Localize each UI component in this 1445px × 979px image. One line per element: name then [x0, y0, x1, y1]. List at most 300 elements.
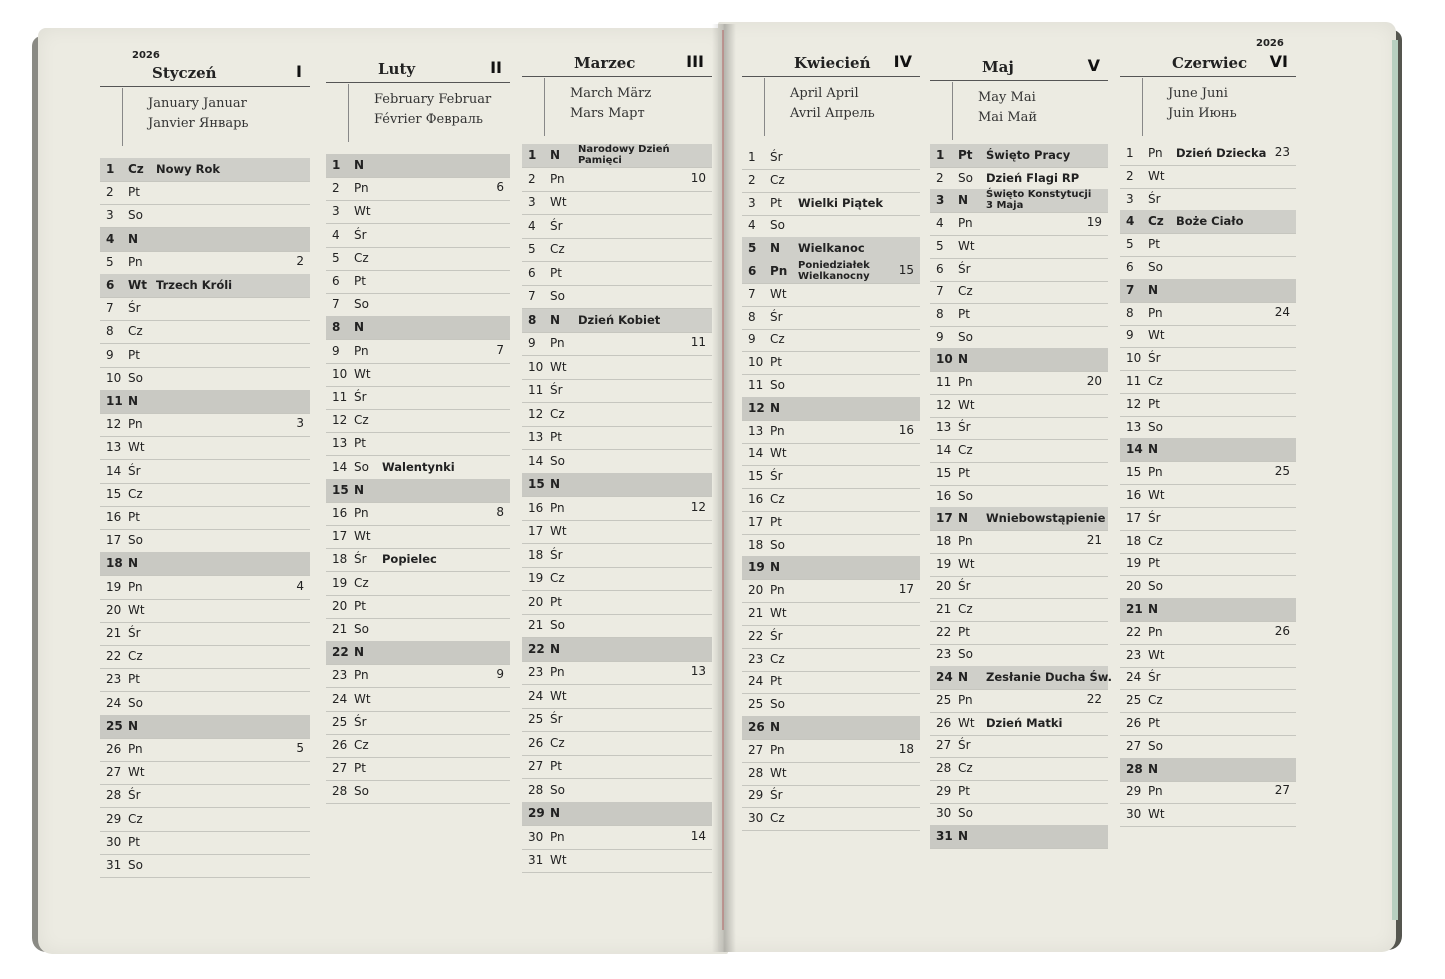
weekday-abbrev: Pt [770, 514, 782, 529]
day-row[interactable] [326, 479, 510, 503]
day-row[interactable] [930, 507, 1108, 531]
day-row[interactable] [742, 511, 920, 535]
day-row[interactable] [930, 689, 1108, 713]
day-row[interactable] [326, 572, 510, 596]
day-row[interactable] [100, 622, 310, 646]
day-number: 29 [106, 811, 122, 826]
day-number: 25 [936, 692, 952, 707]
day-row[interactable] [930, 394, 1108, 418]
day-row[interactable] [1120, 484, 1296, 508]
day-row[interactable] [100, 784, 310, 808]
day-number: 23 [936, 647, 952, 662]
day-row[interactable] [326, 525, 510, 549]
day-row[interactable] [930, 167, 1108, 191]
day-row[interactable] [1120, 279, 1296, 303]
day-row[interactable] [1120, 233, 1296, 257]
day-row[interactable] [1120, 210, 1296, 234]
day-row[interactable] [100, 529, 310, 553]
weekday-abbrev: So [1148, 579, 1163, 594]
holiday-label: Nowy Rok [156, 162, 221, 176]
translation-line: June Juni [1168, 86, 1228, 101]
day-row[interactable] [100, 738, 310, 762]
day-number: 25 [106, 718, 123, 733]
day-row[interactable] [930, 553, 1108, 577]
day-row[interactable] [100, 204, 310, 228]
day-row[interactable] [930, 643, 1108, 667]
day-row[interactable] [326, 595, 510, 619]
weekday-abbrev: Pn [1148, 305, 1163, 320]
day-row[interactable] [1120, 530, 1296, 554]
week-number: 9 [496, 667, 504, 682]
day-row[interactable] [1120, 552, 1296, 576]
day-row[interactable] [742, 328, 920, 352]
day-row[interactable] [742, 283, 920, 307]
day-number: 10 [1126, 351, 1142, 366]
weekday-abbrev: Pt [354, 761, 366, 776]
day-row[interactable] [326, 386, 510, 410]
weekday-abbrev: Wt [770, 446, 787, 461]
day-row[interactable] [100, 390, 310, 414]
day-row[interactable] [522, 544, 712, 568]
day-row[interactable] [326, 641, 510, 665]
day-number: 8 [1126, 305, 1134, 320]
day-row[interactable] [1120, 370, 1296, 394]
weekday-abbrev: Cz [354, 738, 369, 752]
weekday-abbrev: Wt [550, 195, 567, 209]
weekday-abbrev: Wt [550, 359, 567, 374]
day-row[interactable] [522, 144, 712, 168]
day-row[interactable] [326, 711, 510, 735]
day-row[interactable] [742, 579, 920, 603]
day-row[interactable] [1120, 598, 1296, 622]
week-number: 27 [1274, 783, 1290, 798]
day-row[interactable] [742, 739, 920, 763]
day-row[interactable] [930, 666, 1112, 690]
day-number: 21 [1126, 602, 1143, 616]
day-number: 24 [936, 670, 953, 685]
day-row[interactable] [1120, 803, 1296, 827]
day-number: 27 [106, 765, 122, 780]
day-row[interactable] [522, 591, 712, 615]
weekday-abbrev: Pn [550, 829, 565, 844]
day-row[interactable] [930, 575, 1108, 599]
day-number: 22 [528, 641, 545, 656]
day-row[interactable] [522, 567, 712, 591]
day-number: 13 [936, 420, 952, 435]
day-row[interactable] [930, 462, 1108, 486]
day-row[interactable] [326, 293, 510, 317]
day-row[interactable] [742, 488, 920, 512]
day-row[interactable] [100, 808, 310, 832]
day-row[interactable] [1120, 256, 1296, 280]
day-row[interactable] [326, 502, 510, 526]
day-row[interactable] [930, 348, 1108, 372]
day-number: 29 [1126, 784, 1142, 799]
day-row[interactable] [100, 715, 310, 739]
weekday-abbrev: So [1148, 738, 1163, 753]
day-row[interactable] [522, 826, 712, 850]
day-row[interactable] [930, 485, 1108, 509]
weekday-abbrev: Pt [770, 674, 782, 689]
day-row[interactable] [522, 614, 712, 638]
weekday-abbrev: So [550, 782, 565, 797]
weekday-abbrev: Cz [1148, 214, 1164, 229]
weekday-abbrev: Wt [128, 440, 145, 455]
week-number: 25 [1274, 464, 1290, 479]
day-row[interactable] [930, 303, 1108, 327]
weekday-abbrev: Cz [770, 811, 785, 826]
weekday-abbrev: Wt [128, 278, 147, 292]
day-number: 18 [106, 556, 123, 571]
translation-divider [122, 88, 123, 146]
holiday-label: Święto Pracy [986, 148, 1071, 162]
day-number: 27 [936, 738, 952, 753]
day-row[interactable] [1120, 165, 1296, 189]
day-row[interactable] [522, 708, 712, 732]
day-row[interactable] [100, 854, 310, 878]
day-row[interactable] [100, 158, 310, 182]
day-row[interactable] [1120, 621, 1296, 645]
weekday-abbrev: N [128, 718, 139, 733]
day-row[interactable] [930, 326, 1108, 350]
day-row[interactable] [742, 534, 920, 558]
weekday-abbrev: So [128, 370, 143, 385]
day-number: 11 [748, 378, 764, 392]
day-number: 16 [528, 500, 544, 515]
day-row[interactable] [100, 181, 310, 205]
day-row[interactable] [930, 235, 1108, 259]
day-row[interactable] [742, 602, 920, 626]
day-number: 18 [936, 533, 952, 548]
weekday-abbrev: Śr [354, 227, 367, 242]
day-row[interactable] [522, 309, 712, 333]
day-row[interactable] [742, 260, 920, 284]
day-row[interactable] [742, 374, 920, 398]
day-row[interactable] [100, 668, 310, 692]
day-number: 26 [748, 720, 765, 734]
day-row[interactable] [930, 757, 1108, 781]
day-row[interactable] [326, 200, 510, 224]
day-number: 3 [528, 195, 536, 209]
day-row[interactable] [930, 825, 1108, 849]
day-number: 17 [528, 524, 544, 538]
day-number: 2 [1126, 168, 1134, 183]
day-row[interactable] [1120, 347, 1296, 371]
month-translations [1168, 84, 1237, 124]
weekday-abbrev: Pt [1148, 237, 1160, 252]
month-name: Kwiecień [794, 54, 871, 72]
day-row[interactable] [100, 460, 310, 484]
day-row[interactable] [930, 621, 1108, 645]
day-row[interactable] [930, 212, 1108, 236]
day-row[interactable] [1120, 324, 1296, 348]
day-row[interactable] [100, 413, 310, 437]
day-row[interactable] [326, 363, 510, 387]
weekday-abbrev: Cz [128, 162, 144, 176]
weekday-abbrev: Wt [1148, 647, 1165, 662]
day-row[interactable] [742, 670, 920, 694]
day-row[interactable] [742, 214, 920, 238]
weekday-abbrev: So [958, 329, 973, 344]
day-row[interactable] [742, 625, 920, 649]
weekday-abbrev: Cz [1148, 533, 1163, 548]
day-row[interactable] [742, 306, 920, 330]
day-row[interactable] [100, 506, 310, 530]
day-row[interactable] [1120, 142, 1296, 166]
day-row[interactable] [1120, 438, 1296, 462]
day-row[interactable] [742, 693, 920, 717]
day-number: 16 [748, 492, 764, 506]
weekday-abbrev: Cz [550, 735, 565, 750]
day-row[interactable] [742, 716, 920, 740]
day-row[interactable] [522, 215, 712, 239]
holiday-label: Zesłanie Ducha Św. [986, 670, 1112, 685]
weekday-abbrev: Śr [958, 420, 971, 435]
day-row[interactable] [100, 692, 310, 716]
day-row[interactable] [522, 638, 712, 662]
day-row[interactable] [930, 530, 1108, 554]
day-row[interactable] [522, 379, 712, 403]
day-row[interactable] [742, 556, 920, 580]
day-row[interactable] [1120, 393, 1296, 417]
day-row[interactable] [742, 648, 920, 672]
day-row[interactable] [930, 780, 1108, 804]
day-number: 15 [748, 469, 764, 484]
day-row[interactable] [522, 685, 712, 709]
day-number: 13 [332, 436, 348, 451]
weekday-abbrev: N [128, 231, 139, 246]
month-roman-numeral: IV [893, 52, 912, 71]
day-number: 30 [528, 829, 544, 844]
day-number: 19 [748, 560, 765, 575]
day-number: 17 [936, 511, 953, 526]
month-header [930, 54, 1108, 81]
day-row[interactable] [742, 784, 920, 808]
day-number: 5 [528, 242, 536, 256]
day-row[interactable] [522, 332, 712, 356]
day-row[interactable] [326, 177, 510, 201]
day-number: 14 [1126, 442, 1143, 457]
weekday-abbrev: Wt [1148, 488, 1165, 502]
day-number: 9 [1126, 328, 1134, 343]
day-row[interactable] [522, 661, 712, 685]
day-number: 7 [1126, 282, 1135, 297]
day-row[interactable] [522, 473, 712, 497]
day-row[interactable] [100, 344, 310, 368]
day-row[interactable] [326, 618, 510, 642]
day-number: 12 [106, 417, 122, 432]
day-row[interactable] [326, 664, 510, 688]
holiday-label: Święto Konstytucji 3 Maja [986, 189, 1092, 212]
day-row[interactable] [326, 270, 510, 294]
day-row[interactable] [100, 367, 310, 391]
day-row[interactable] [100, 831, 310, 855]
day-row[interactable] [742, 351, 920, 375]
weekday-abbrev: So [958, 488, 973, 503]
day-number: 27 [748, 742, 764, 757]
week-number: 21 [1086, 532, 1102, 547]
day-row[interactable] [1120, 735, 1296, 759]
day-row[interactable] [100, 761, 310, 785]
day-row[interactable] [1120, 758, 1296, 782]
day-number: 1 [332, 158, 341, 172]
day-row[interactable] [522, 450, 712, 474]
holiday-label: Wielkanoc [798, 241, 865, 256]
weekday-abbrev: Śr [770, 788, 783, 803]
day-number: 6 [936, 261, 944, 276]
day-row[interactable] [930, 439, 1108, 463]
day-row[interactable] [522, 755, 712, 779]
day-row[interactable] [522, 802, 712, 826]
weekday-abbrev: Pn [550, 336, 565, 350]
day-row[interactable] [1120, 689, 1296, 713]
weekday-abbrev: Pn [1148, 784, 1163, 799]
day-number: 16 [1126, 488, 1142, 502]
month-name: Styczeń [152, 64, 217, 82]
weekday-abbrev: Wt [354, 529, 371, 544]
day-row[interactable] [326, 432, 510, 456]
day-row[interactable] [1120, 644, 1296, 668]
day-row[interactable] [522, 520, 712, 544]
observance-label: Popielec [382, 552, 437, 567]
day-row[interactable] [522, 168, 712, 192]
day-row[interactable] [1120, 575, 1296, 599]
day-row[interactable] [100, 645, 310, 669]
day-row[interactable] [1120, 461, 1296, 485]
day-number: 7 [332, 297, 340, 312]
day-row[interactable] [326, 734, 510, 758]
day-row[interactable] [1120, 666, 1296, 690]
day-row[interactable] [742, 465, 920, 489]
week-number: 20 [1086, 374, 1102, 388]
day-row[interactable] [1120, 712, 1296, 736]
day-row[interactable] [930, 416, 1108, 440]
day-row[interactable] [100, 436, 310, 460]
weekday-abbrev: Cz [1148, 374, 1163, 388]
day-number: 7 [748, 286, 756, 301]
day-row[interactable] [100, 274, 310, 298]
month-translations [790, 84, 875, 124]
day-row[interactable] [742, 397, 920, 421]
day-row[interactable] [742, 762, 920, 786]
day-row[interactable] [100, 483, 310, 507]
day-number: 28 [936, 760, 952, 775]
day-row[interactable] [100, 599, 310, 623]
day-row[interactable] [100, 576, 310, 600]
translation-line: February Februar [374, 92, 492, 107]
day-number: 4 [1126, 214, 1135, 229]
day-number: 30 [1126, 807, 1142, 822]
holiday-label: Poniedziałek Wielkanocny [798, 260, 870, 282]
day-row[interactable] [326, 456, 510, 480]
day-row[interactable] [522, 356, 712, 380]
day-row[interactable] [522, 403, 712, 427]
day-row[interactable] [742, 146, 920, 170]
day-row[interactable] [742, 169, 920, 193]
day-row[interactable] [326, 247, 510, 271]
day-row[interactable] [930, 280, 1108, 304]
day-number: 4 [936, 216, 944, 231]
day-row[interactable] [1120, 780, 1296, 804]
day-number: 6 [528, 265, 536, 280]
day-number: 14 [528, 453, 544, 468]
day-row[interactable] [326, 340, 510, 364]
day-row[interactable] [930, 598, 1108, 622]
day-row[interactable] [100, 552, 310, 576]
day-number: 22 [748, 628, 764, 643]
day-row[interactable] [742, 807, 920, 831]
day-number: 31 [528, 853, 544, 867]
day-row[interactable] [930, 734, 1108, 758]
day-row[interactable] [522, 426, 712, 450]
translation-line: Avril Апрель [790, 106, 875, 121]
day-row[interactable] [742, 420, 920, 444]
week-number: 10 [690, 170, 706, 185]
day-row[interactable] [326, 780, 510, 804]
day-row[interactable] [742, 192, 920, 216]
day-row[interactable] [522, 849, 712, 873]
day-row[interactable] [100, 251, 310, 275]
day-row[interactable] [930, 189, 1108, 213]
day-row[interactable] [930, 144, 1108, 168]
week-number: 22 [1086, 691, 1102, 706]
day-row[interactable] [522, 262, 712, 286]
day-number: 21 [528, 618, 544, 632]
day-row[interactable] [326, 757, 510, 781]
weekday-abbrev: Pt [550, 265, 562, 280]
day-row[interactable] [522, 191, 712, 215]
day-row[interactable] [326, 688, 510, 712]
day-number: 20 [748, 583, 764, 598]
day-number: 5 [936, 238, 944, 253]
day-row[interactable] [1120, 188, 1296, 212]
day-row[interactable] [930, 802, 1108, 826]
day-row[interactable] [522, 238, 712, 262]
day-row[interactable] [930, 712, 1108, 736]
day-row[interactable] [100, 297, 310, 321]
day-row[interactable] [1120, 302, 1296, 326]
day-number: 12 [936, 397, 952, 412]
day-row[interactable] [742, 237, 920, 261]
day-row[interactable] [100, 228, 310, 252]
day-row[interactable] [522, 497, 712, 521]
weekday-abbrev: Cz [770, 172, 785, 187]
day-row[interactable] [522, 779, 712, 803]
day-row[interactable] [100, 320, 310, 344]
weekday-abbrev: So [1148, 260, 1163, 274]
day-row[interactable] [930, 258, 1108, 282]
day-row[interactable] [742, 442, 920, 466]
weekday-abbrev: Śr [354, 390, 367, 404]
day-row[interactable] [1120, 416, 1296, 440]
day-row[interactable] [522, 732, 712, 756]
day-number: 21 [936, 602, 952, 616]
weekday-abbrev: Pn [770, 264, 788, 278]
day-row[interactable] [1120, 507, 1296, 531]
day-row[interactable] [326, 154, 510, 178]
day-row[interactable] [522, 285, 712, 309]
day-number: 20 [106, 602, 122, 617]
day-row[interactable] [326, 316, 510, 340]
day-row[interactable] [326, 548, 510, 572]
weekday-abbrev: Pn [1148, 146, 1163, 160]
weekday-abbrev: Pn [128, 417, 143, 432]
day-row[interactable] [326, 224, 510, 248]
weekday-abbrev: N [770, 400, 781, 415]
day-row[interactable] [930, 371, 1108, 395]
day-row[interactable] [326, 409, 510, 433]
weekday-abbrev: Pn [354, 506, 369, 520]
